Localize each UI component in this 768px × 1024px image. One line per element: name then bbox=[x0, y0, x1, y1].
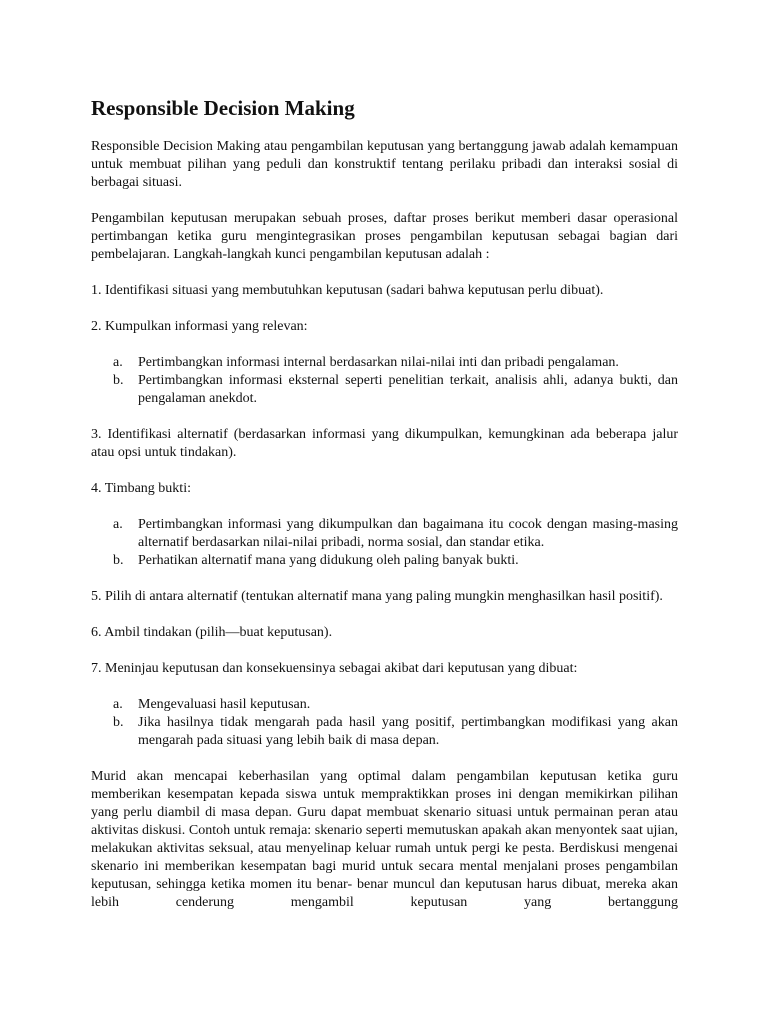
step-2-sublist bbox=[91, 354, 678, 408]
step-4: 4. Timbang bukti: bbox=[91, 481, 191, 496]
list-item-text: Pertimbangkan informasi eksternal seperti penelitian terkait, analisis ahli, adanya bukti, dan pengalaman anekdot. bbox=[138, 373, 678, 406]
list-marker: b. bbox=[113, 715, 124, 730]
step-2: 2. Kumpulkan informasi yang relevan: bbox=[91, 319, 308, 334]
step-3: 3. Identifikasi alternatif (berdasarkan informasi yang dikumpulkan, kemungkinan ada beberapa jalur atau opsi untuk tindakan). bbox=[91, 427, 678, 460]
list-item bbox=[91, 516, 678, 552]
step-7-sublist bbox=[91, 696, 678, 750]
closing-clip bbox=[91, 768, 678, 910]
list-marker: a. bbox=[113, 517, 123, 532]
step-7: 7. Meninjau keputusan dan konsekuensinya sebagai akibat dari keputusan yang dibuat: bbox=[91, 661, 578, 676]
list-item-text: Perhatikan alternatif mana yang didukung oleh paling banyak bukti. bbox=[138, 553, 519, 568]
list-item bbox=[91, 354, 678, 372]
page-title: Responsible Decision Making bbox=[91, 96, 355, 120]
list-item-text: Jika hasilnya tidak mengarah pada hasil yang positif, pertimbangkan modifikasi yang akan mengarah pada situasi yang lebih baik di masa depan. bbox=[138, 715, 678, 748]
list-item bbox=[91, 552, 678, 570]
list-marker: b. bbox=[113, 553, 124, 568]
closing-paragraph: Murid akan mencapai keberhasilan yang optimal dalam pengambilan keputusan ketika guru memberikan kesempatan kepada siswa untuk mempraktikkan proses ini dengan memikirkan pilihan yang perlu diambil di masa depan. Guru dapat membuat skenario situasi untuk permainan peran atau aktivitas diskusi. Contoh untuk remaja: skenario seperti memutuskan apakah akan menyontek saat ujian, melakukan aktivitas seksual, atau menyelinap keluar rumah untuk pergi ke pesta. Berdiskusi mengenai skenario ini memberikan kesempatan bagi murid untuk secara mental menjalani proses pengambilan keputusan, sehingga ketika momen itu benar- benar muncul dan keputusan harus dibuat, mereka akan lebih cenderung mengambil keputusan yang bertanggung bbox=[91, 769, 678, 910]
list-item-text: Pertimbangkan informasi yang dikumpulkan dan bagaimana itu cocok dengan masing-masing alternatif berdasarkan nilai-nilai pribadi, norma sosial, dan standar etika. bbox=[138, 517, 678, 550]
list-marker: a. bbox=[113, 355, 123, 370]
list-item bbox=[91, 714, 678, 750]
step-1: 1. Identifikasi situasi yang membutuhkan keputusan (sadari bahwa keputusan perlu dibuat). bbox=[91, 283, 604, 298]
step-5: 5. Pilih di antara alternatif (tentukan alternatif mana yang paling mungkin menghasilkan hasil positif). bbox=[91, 589, 663, 604]
list-item bbox=[91, 372, 678, 408]
process-intro-paragraph: Pengambilan keputusan merupakan sebuah proses, daftar proses berikut memberi dasar operasional pertimbangan ketika guru mengintegrasikan proses pengambilan keputusan sebagai bagian dari pembelajaran. Langkah-langkah kunci pengambilan keputusan adalah : bbox=[91, 211, 678, 262]
intro-paragraph: Responsible Decision Making atau pengambilan keputusan yang bertanggung jawab adalah kemampuan untuk membuat pilihan yang peduli dan konstruktif tentang perilaku pribadi dan interaksi sosial di berbagai situasi. bbox=[91, 139, 678, 190]
list-marker: a. bbox=[113, 697, 123, 712]
list-marker: b. bbox=[113, 373, 124, 388]
list-item-text: Pertimbangkan informasi internal berdasarkan nilai-nilai inti dan pribadi pengalaman. bbox=[138, 355, 619, 370]
list-item bbox=[91, 696, 678, 714]
list-item-text: Mengevaluasi hasil keputusan. bbox=[138, 697, 311, 712]
step-6: 6. Ambil tindakan (pilih—buat keputusan). bbox=[91, 625, 333, 640]
step-4-sublist bbox=[91, 516, 678, 570]
